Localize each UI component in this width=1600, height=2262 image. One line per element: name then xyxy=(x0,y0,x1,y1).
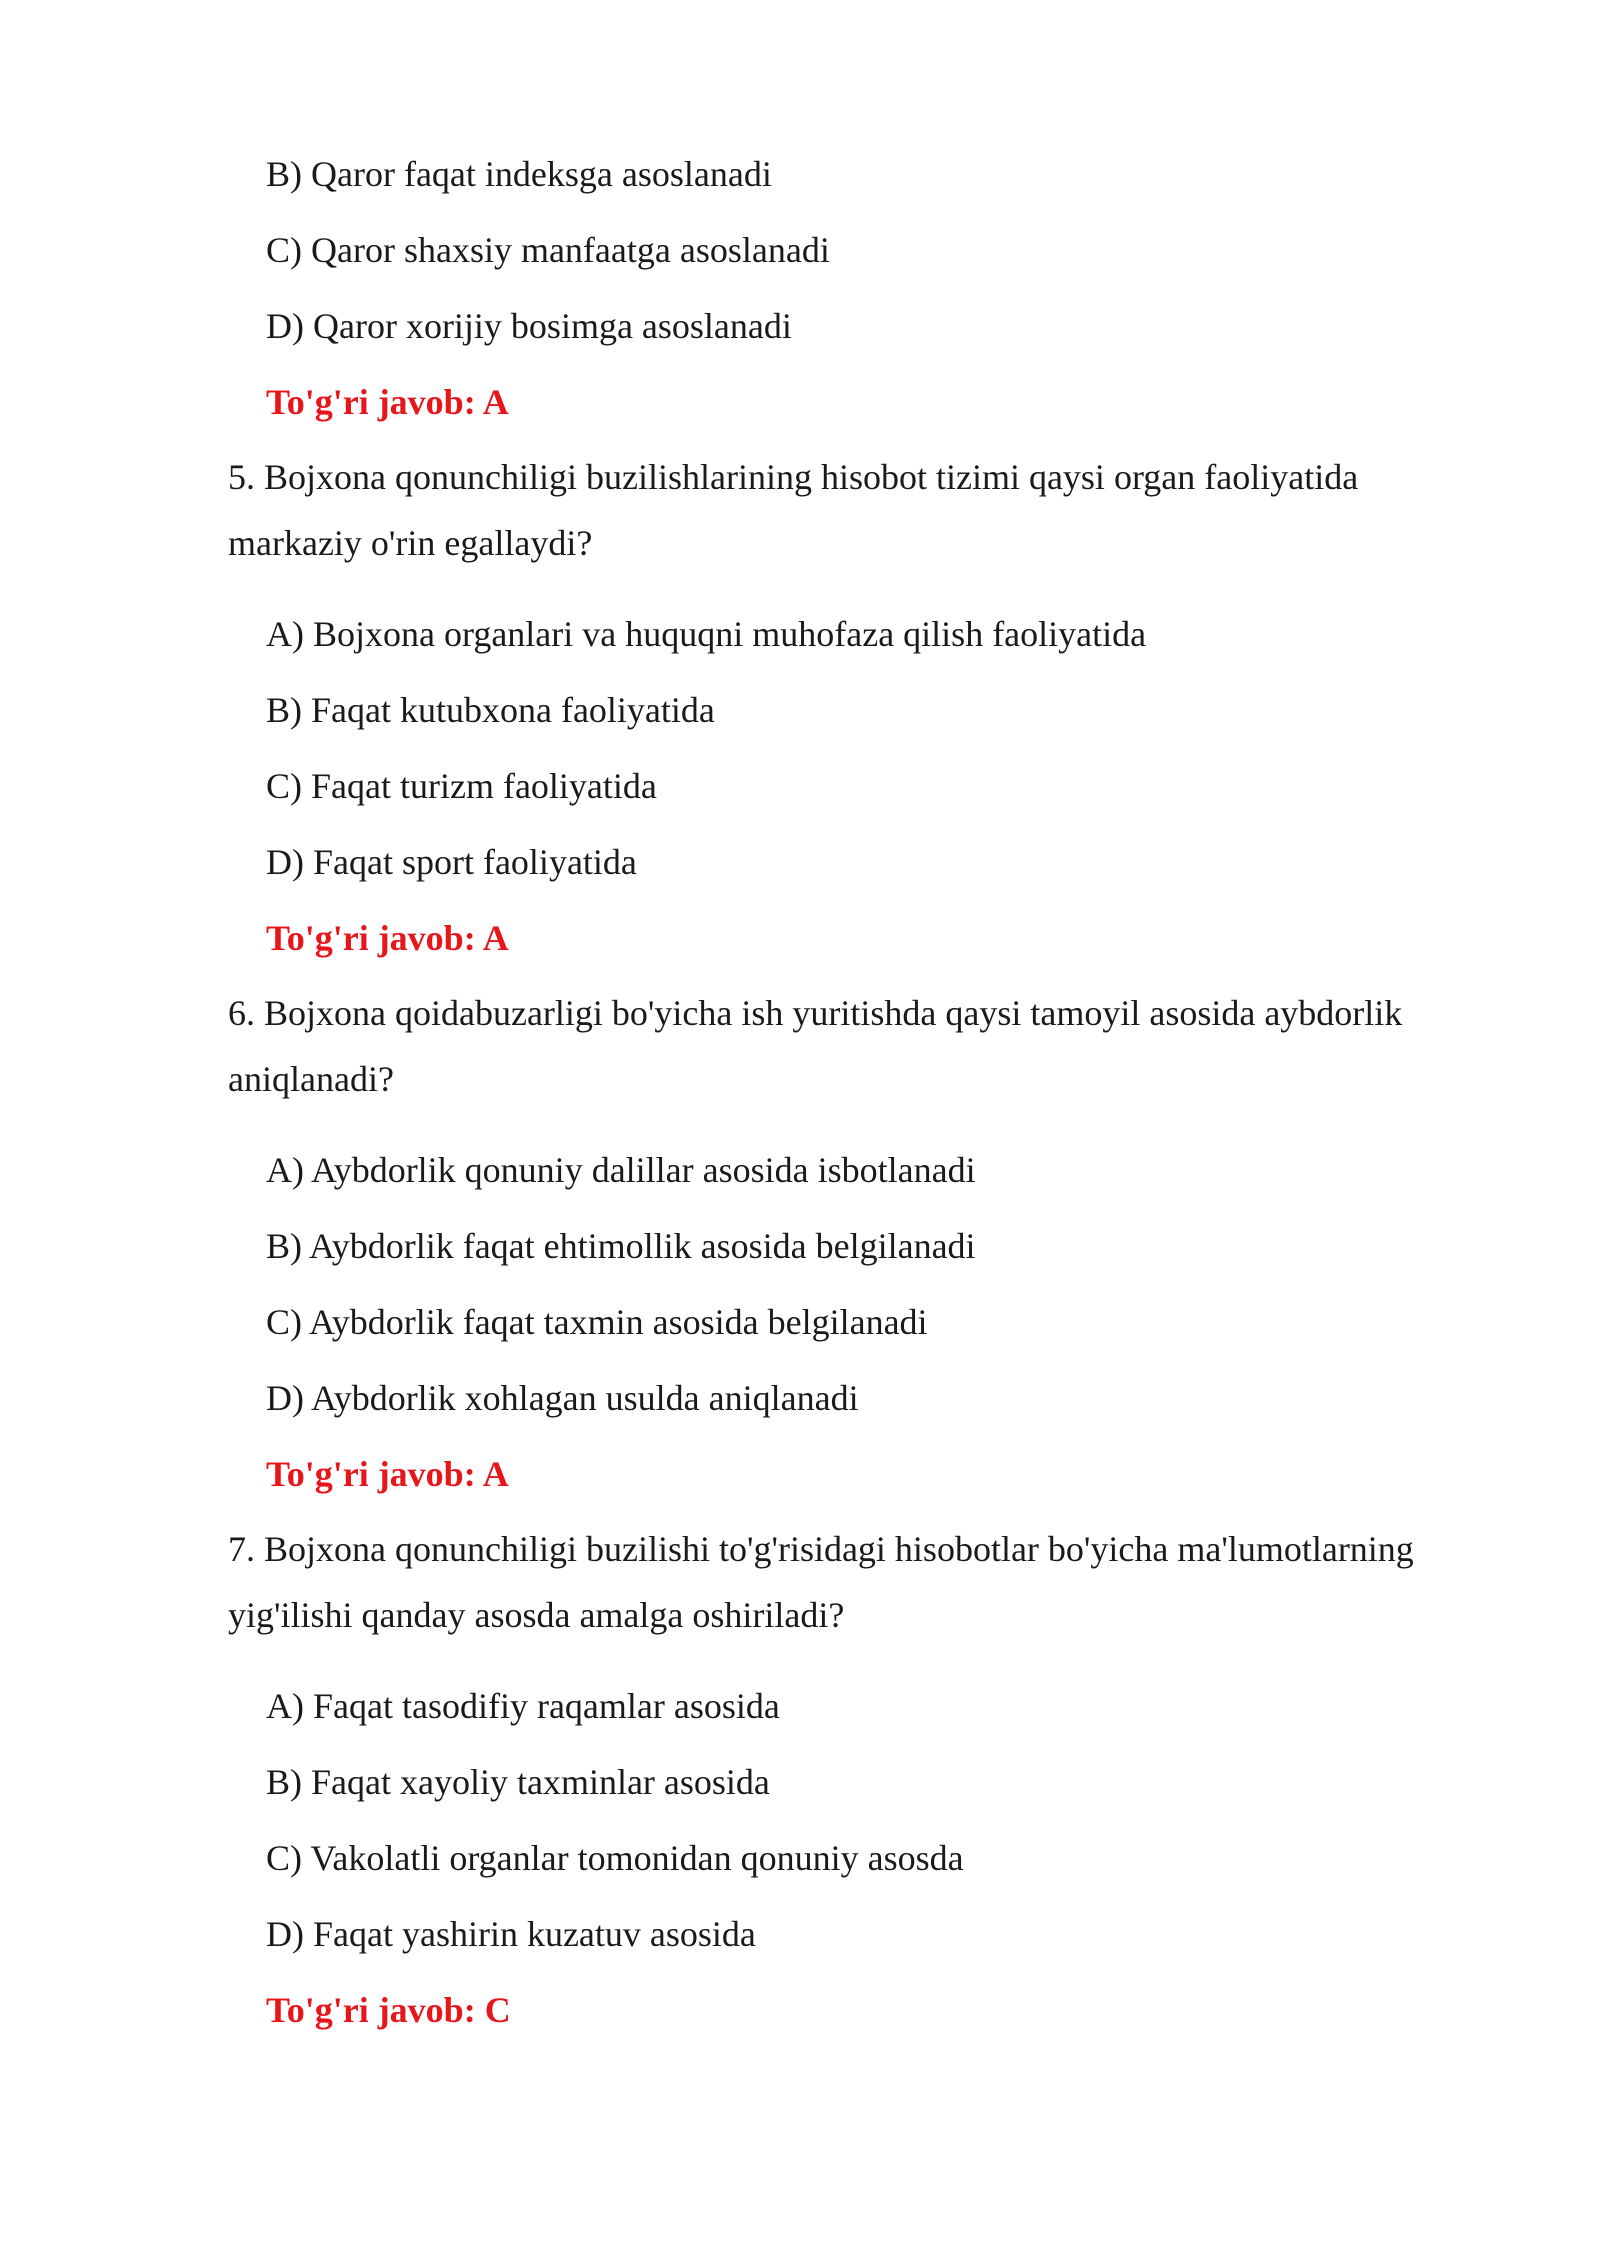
q5-option-c: C) Faqat turizm faoliyatida xyxy=(266,766,657,806)
q7-option-c: C) Vakolatli organlar tomonidan qonuniy asosda xyxy=(266,1838,964,1878)
q5-question: 5. Bojxona qonunchiligi buzilishlarining hisobot tizimi qaysi organ faoliyatida markaziy o'rin egallaydi? xyxy=(228,457,1359,563)
q6-option-a: A) Aybdorlik qonuniy dalillar asosida isbotlanadi xyxy=(266,1150,976,1190)
q7-option-b: B) Faqat xayoliy taxminlar asosida xyxy=(266,1762,770,1802)
q6-question: 6. Bojxona qoidabuzarligi bo'yicha ish yuritishda qaysi tamoyil asosida aybdorlik aniqlanadi? xyxy=(228,993,1403,1099)
q5-option-a: A) Bojxona organlari va huquqni muhofaza qilish faoliyatida xyxy=(266,614,1147,654)
q7-option-d: D) Faqat yashirin kuzatuv asosida xyxy=(266,1914,756,1954)
q6-correct-answer: To'g'ri javob: A xyxy=(266,1454,509,1494)
q4-correct-answer: To'g'ri javob: A xyxy=(266,382,509,422)
q6-option-c: C) Aybdorlik faqat taxmin asosida belgilanadi xyxy=(266,1302,928,1342)
q4-option-d: D) Qaror xorijiy bosimga asoslanadi xyxy=(266,306,792,346)
q7-question: 7. Bojxona qonunchiligi buzilishi to'g'risidagi hisobotlar bo'yicha ma'lumotlarning yig'ilishi qanday asosda amalga oshiriladi? xyxy=(228,1529,1414,1635)
q7-correct-answer: To'g'ri javob: C xyxy=(266,1990,511,2030)
q7-option-a: A) Faqat tasodifiy raqamlar asosida xyxy=(266,1686,780,1726)
q6-option-d: D) Aybdorlik xohlagan usulda aniqlanadi xyxy=(266,1378,859,1418)
q5-option-d: D) Faqat sport faoliyatida xyxy=(266,842,637,882)
q5-correct-answer: To'g'ri javob: A xyxy=(266,918,509,958)
q4-option-c: C) Qaror shaxsiy manfaatga asoslanadi xyxy=(266,230,830,270)
q5-option-b: B) Faqat kutubxona faoliyatida xyxy=(266,690,715,730)
q6-option-b: B) Aybdorlik faqat ehtimollik asosida belgilanadi xyxy=(266,1226,976,1266)
q4-option-b: B) Qaror faqat indeksga asoslanadi xyxy=(266,154,772,194)
